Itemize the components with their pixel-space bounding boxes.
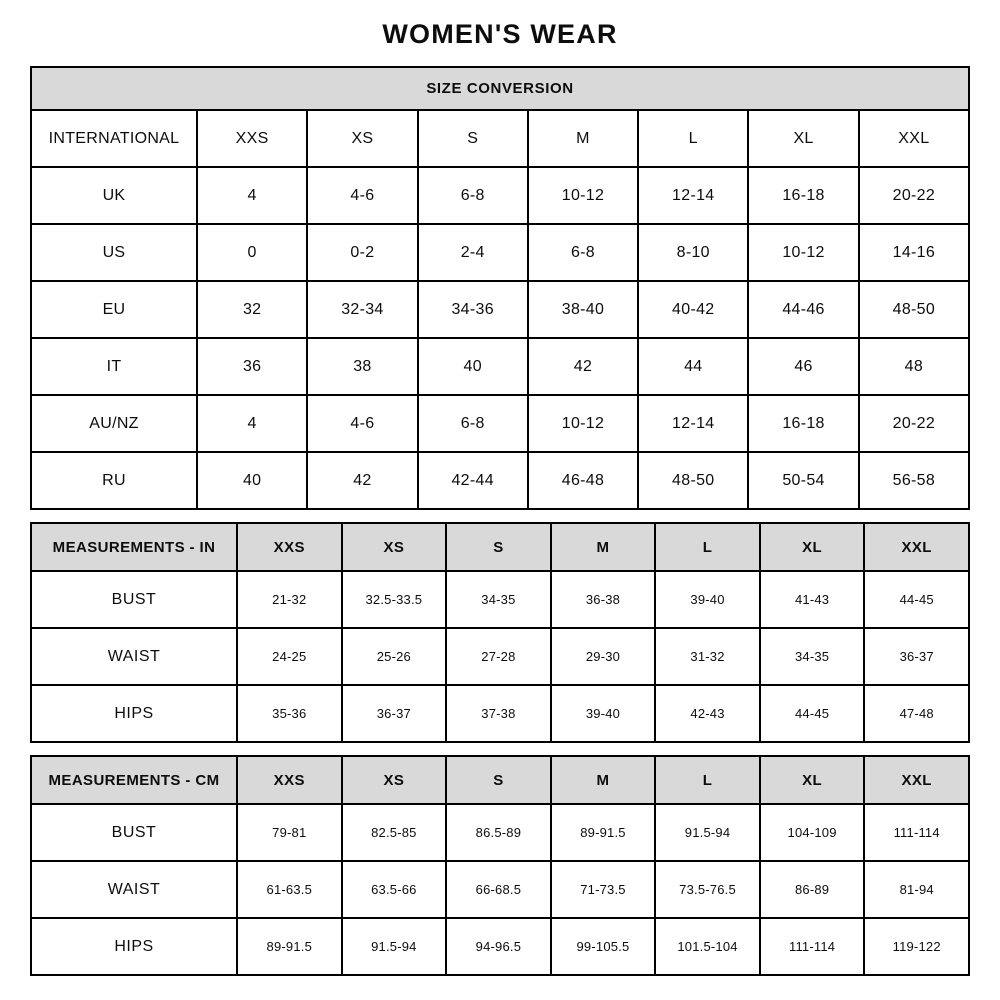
measurements-cm-table [30,755,970,976]
table-cell: 16-18 [748,395,858,452]
row-header: IT [31,338,197,395]
table-row [31,628,969,685]
size-column-header: M [551,523,656,571]
table-cell: 12-14 [638,167,748,224]
table-cell: 38-40 [528,281,638,338]
table-cell: 44-45 [864,571,969,628]
table-cell: 2-4 [418,224,528,281]
table-cell: 50-54 [748,452,858,509]
header-row [31,756,969,804]
row-header: BUST [31,571,237,628]
table-cell: 104-109 [760,804,865,861]
table-cell: 42-43 [655,685,760,742]
table-cell: 10-12 [528,167,638,224]
table-cell: 42 [307,452,417,509]
table-cell: 63.5-66 [342,861,447,918]
size-column-header: XXS [237,756,342,804]
table-cell: 86.5-89 [446,804,551,861]
table-cell: 25-26 [342,628,447,685]
table-row [31,167,969,224]
table-title-row [31,67,969,110]
table-cell: 101.5-104 [655,918,760,975]
table-cell: 40 [418,338,528,395]
table-cell: 66-68.5 [446,861,551,918]
row-label-column-header: INTERNATIONAL [31,110,197,167]
table-cell: 32 [197,281,307,338]
table-cell: 44-46 [748,281,858,338]
table-cell: 44 [638,338,748,395]
size-column-header: XXL [859,110,969,167]
header-row [31,523,969,571]
table-row [31,861,969,918]
header-row [31,110,969,167]
table-cell: 34-35 [446,571,551,628]
table-cell: 32.5-33.5 [342,571,447,628]
size-column-header: L [655,756,760,804]
table-cell: 32-34 [307,281,417,338]
table-cell: 6-8 [418,167,528,224]
table-cell: 37-38 [446,685,551,742]
size-column-header: XL [760,523,865,571]
table-cell: 16-18 [748,167,858,224]
table-cell: 36-37 [342,685,447,742]
table-row [31,224,969,281]
table-cell: 56-58 [859,452,969,509]
table-cell: 71-73.5 [551,861,656,918]
row-header: HIPS [31,685,237,742]
table-cell: 20-22 [859,395,969,452]
table-cell: 36 [197,338,307,395]
table-row [31,685,969,742]
row-label-column-header: MEASUREMENTS - IN [31,523,237,571]
table-cell: 39-40 [551,685,656,742]
table-cell: 48-50 [859,281,969,338]
table-cell: 35-36 [237,685,342,742]
table-cell: 86-89 [760,861,865,918]
row-header: AU/NZ [31,395,197,452]
table-cell: 61-63.5 [237,861,342,918]
table-cell: 42-44 [418,452,528,509]
row-header: EU [31,281,197,338]
table-cell: 36-38 [551,571,656,628]
table-cell: 94-96.5 [446,918,551,975]
size-column-header: M [528,110,638,167]
table-cell: 38 [307,338,417,395]
table-cell: 8-10 [638,224,748,281]
table-cell: 40-42 [638,281,748,338]
table-cell: 46-48 [528,452,638,509]
size-column-header: XXS [237,523,342,571]
size-column-header: XXS [197,110,307,167]
size-column-header: S [446,523,551,571]
size-column-header: XL [748,110,858,167]
table-cell: 4-6 [307,395,417,452]
size-column-header: M [551,756,656,804]
table-cell: 29-30 [551,628,656,685]
row-header: WAIST [31,861,237,918]
table-cell: 10-12 [748,224,858,281]
table-cell: 99-105.5 [551,918,656,975]
table-row [31,281,969,338]
table-cell: 24-25 [237,628,342,685]
table-cell: 79-81 [237,804,342,861]
table-title: SIZE CONVERSION [31,67,969,110]
table-row [31,804,969,861]
table-cell: 91.5-94 [655,804,760,861]
table-row [31,338,969,395]
table-cell: 89-91.5 [551,804,656,861]
table-cell: 41-43 [760,571,865,628]
table-cell: 10-12 [528,395,638,452]
row-header: RU [31,452,197,509]
table-cell: 21-32 [237,571,342,628]
size-column-header: L [638,110,748,167]
table-row [31,452,969,509]
table-cell: 73.5-76.5 [655,861,760,918]
table-cell: 81-94 [864,861,969,918]
table-row [31,395,969,452]
table-cell: 40 [197,452,307,509]
size-column-header: XS [307,110,417,167]
table-cell: 31-32 [655,628,760,685]
table-cell: 48 [859,338,969,395]
size-column-header: XXL [864,523,969,571]
table-cell: 34-36 [418,281,528,338]
table-cell: 89-91.5 [237,918,342,975]
table-cell: 111-114 [864,804,969,861]
table-cell: 34-35 [760,628,865,685]
measurements-in-table [30,522,970,743]
table-cell: 12-14 [638,395,748,452]
size-column-header: XXL [864,756,969,804]
page-title: WOMEN'S WEAR [382,19,618,49]
row-header: BUST [31,804,237,861]
table-cell: 4 [197,167,307,224]
size-column-header: L [655,523,760,571]
row-header: WAIST [31,628,237,685]
table-cell: 47-48 [864,685,969,742]
row-header: UK [31,167,197,224]
table-cell: 0 [197,224,307,281]
size-column-header: XL [760,756,865,804]
table-cell: 27-28 [446,628,551,685]
row-header: US [31,224,197,281]
table-cell: 36-37 [864,628,969,685]
table-cell: 111-114 [760,918,865,975]
table-cell: 14-16 [859,224,969,281]
table-cell: 42 [528,338,638,395]
size-column-header: S [446,756,551,804]
table-cell: 48-50 [638,452,748,509]
table-cell: 39-40 [655,571,760,628]
table-row [31,918,969,975]
table-row [31,571,969,628]
table-cell: 6-8 [418,395,528,452]
table-cell: 4 [197,395,307,452]
size-column-header: XS [342,756,447,804]
table-cell: 91.5-94 [342,918,447,975]
table-cell: 82.5-85 [342,804,447,861]
table-cell: 20-22 [859,167,969,224]
table-cell: 4-6 [307,167,417,224]
table-cell: 119-122 [864,918,969,975]
size-conversion-table [30,66,970,510]
row-label-column-header: MEASUREMENTS - CM [31,756,237,804]
table-cell: 6-8 [528,224,638,281]
table-cell: 46 [748,338,858,395]
row-header: HIPS [31,918,237,975]
size-column-header: S [418,110,528,167]
table-cell: 0-2 [307,224,417,281]
size-column-header: XS [342,523,447,571]
table-cell: 44-45 [760,685,865,742]
